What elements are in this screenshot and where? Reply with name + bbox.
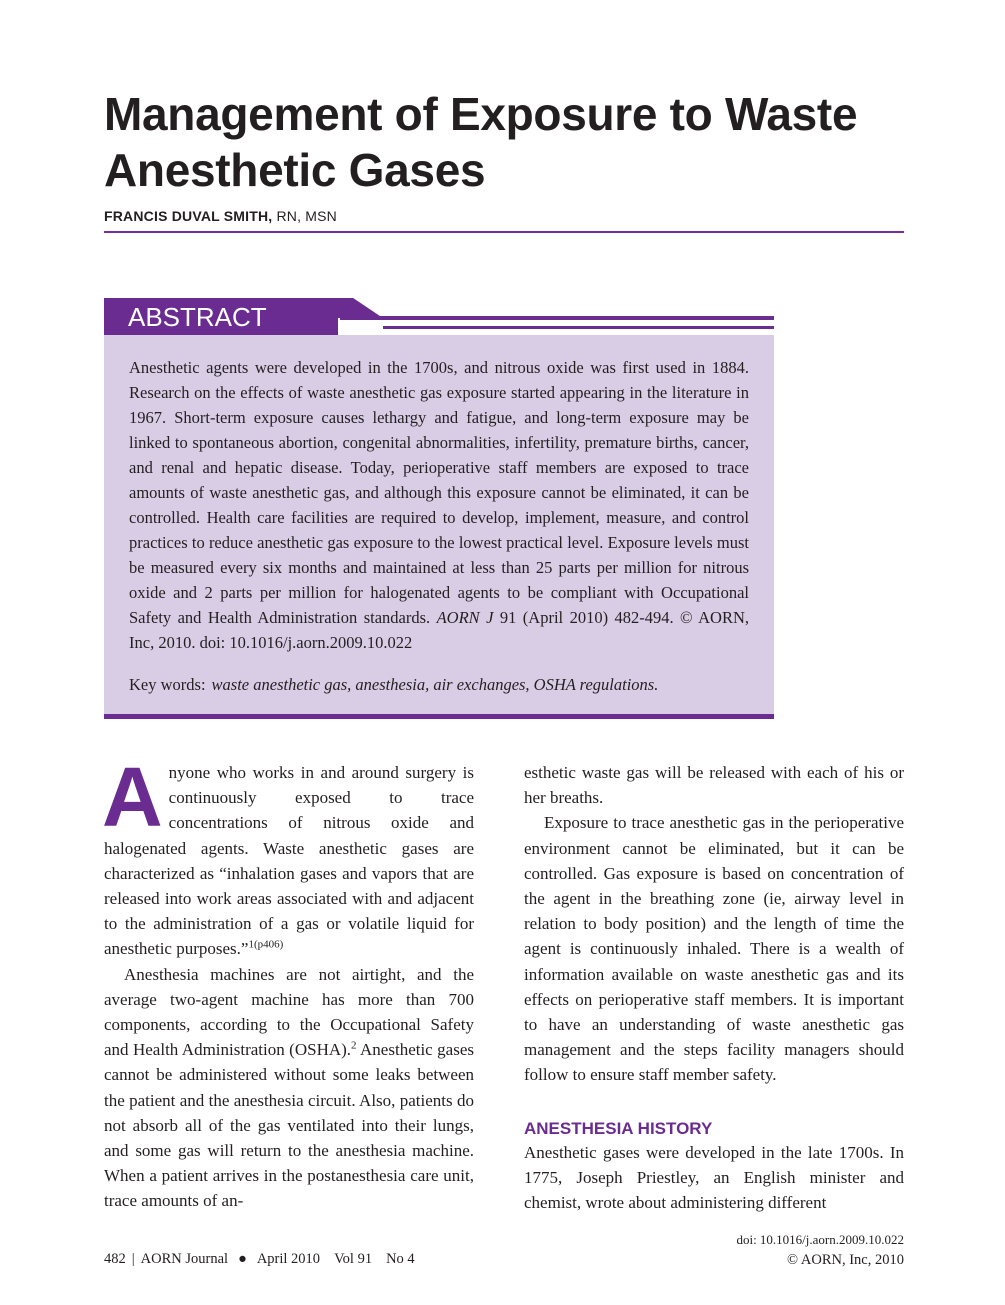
- paragraph-2-text-a: Anesthesia machines are not airtight, and the average two-agent machine has more than 700 components, according to the Occupational Safety and Health Administration (OSHA).: [104, 964, 474, 1060]
- abstract-tab-notch: [337, 298, 383, 318]
- body-paragraph-3: Exposure to trace anesthetic gas in the perioperative environment cannot be eliminated, but it can be controlled. Gas exposure is based on concentration of the agent in the breathing zone (ie, airway level in relation to body position) and the length of time the agent is continuously inhaled. There is a wealth of information available on waste anesthetic gas and its effects on perioperative staff members. It is important to have an understanding of waste anesthetic gas management and the steps facility managers should follow to ensure staff member safety.: [524, 813, 904, 1085]
- issue-number: No 4: [386, 1251, 415, 1267]
- page-footer-left: [104, 1251, 415, 1268]
- abstract-citation-journal: AORN J: [436, 608, 494, 627]
- paragraph-1-text: nyone who works in and around surgery is continuously exposed to trace concentrations of nitrous oxide and halogenated agents. Waste anesthetic gases are characterized as “inhalation gases and vapors that are released into work areas associated with and adjacent to the administration of a gas or volatile liquid for anesthetic purposes.”: [104, 763, 474, 959]
- abstract-text: [129, 355, 749, 655]
- volume: Vol 91: [334, 1251, 373, 1267]
- body-paragraph-1: [102, 750, 474, 962]
- issue-date: April 2010: [256, 1251, 321, 1267]
- reference-2: 2: [351, 1039, 357, 1052]
- footer-separator: |: [131, 1251, 135, 1267]
- doi: doi: 10.1016/j.aorn.2009.10.022: [736, 1232, 904, 1247]
- keywords-list: waste anesthetic gas, anesthesia, air exchanges, OSHA regulations.: [211, 675, 659, 694]
- abstract-rule-upper: [340, 316, 774, 320]
- keywords-label: Key words:: [129, 675, 206, 694]
- article-title: Management of Exposure to Waste Anesthetic Gases: [104, 88, 858, 196]
- drop-cap: A: [102, 750, 163, 844]
- abstract-main-text: Anesthetic agents were developed in the 1700s, and nitrous oxide was first used in 1884. Research on the effects of waste anesthetic gas exposure started appearing in the literature in 1967. Short-term exposure causes lethargy and fatigue, and long-term exposure may be linked to spontaneous abortion, congenital abnormalities, infertility, premature births, cancer, and renal and hepatic disease. Today, perioperative staff members are exposed to trace amounts of waste anesthetic gas, and although this exposure cannot be eliminated, it can be controlled. Health care facilities are required to develop, implement, measure, and control practices to reduce anesthetic gas exposure to the lowest practical level. Exposure levels must be measured every six months and maintained at less than 25 parts per million for nitrous oxide and 2 parts per million for halogenated agents to be compliant with Occupational Safety and Health Administration standards.: [129, 358, 749, 627]
- body-paragraph-2: [104, 962, 474, 1214]
- abstract-heading: ABSTRACT: [104, 298, 338, 335]
- paragraph-2-text-b: Anesthetic gases cannot be administered without some leaks between the patient and the anesthesia circuit. Also, patients do not absorb all of the gas ventilated into their lungs, and some gas will return to the anesthesia machine. When a patient arrives in the postanesthesia care unit, trace amounts of an-: [104, 1040, 474, 1211]
- paragraph-2-continuation: esthetic waste gas will be released with each of his or her breaths.: [524, 763, 904, 808]
- author-name: FRANCIS DUVAL SMITH,: [104, 208, 273, 224]
- abstract-box: [104, 335, 774, 716]
- author-line: [104, 208, 337, 224]
- page-number: 482: [104, 1251, 126, 1267]
- author-credentials: RN, MSN: [276, 208, 337, 224]
- title-divider: [104, 231, 904, 233]
- body-column-left: [102, 750, 474, 1214]
- body-paragraph-4: Anesthetic gases were developed in the late 1700s. In 1775, Joseph Priestley, an English minister and chemist, wrote about administering different: [524, 1142, 904, 1213]
- abstract-citation: 91 (April 2010) 482-494. © AORN, Inc, 2010. doi: 10.1016/j.aorn.2009.10.022: [129, 608, 749, 652]
- footer-bullet: ●: [238, 1251, 247, 1267]
- abstract-keywords: [129, 672, 749, 697]
- copyright: © AORN, Inc, 2010: [787, 1252, 904, 1268]
- reference-1: 1(p406): [248, 938, 284, 951]
- journal-name: AORN Journal: [140, 1251, 229, 1267]
- page-footer-right: [736, 1230, 904, 1270]
- section-heading: ANESTHESIA HISTORY: [524, 1118, 713, 1138]
- abstract-bottom-rule: [104, 714, 774, 719]
- body-column-right: [524, 760, 904, 1215]
- abstract-rule-lower: [383, 326, 774, 329]
